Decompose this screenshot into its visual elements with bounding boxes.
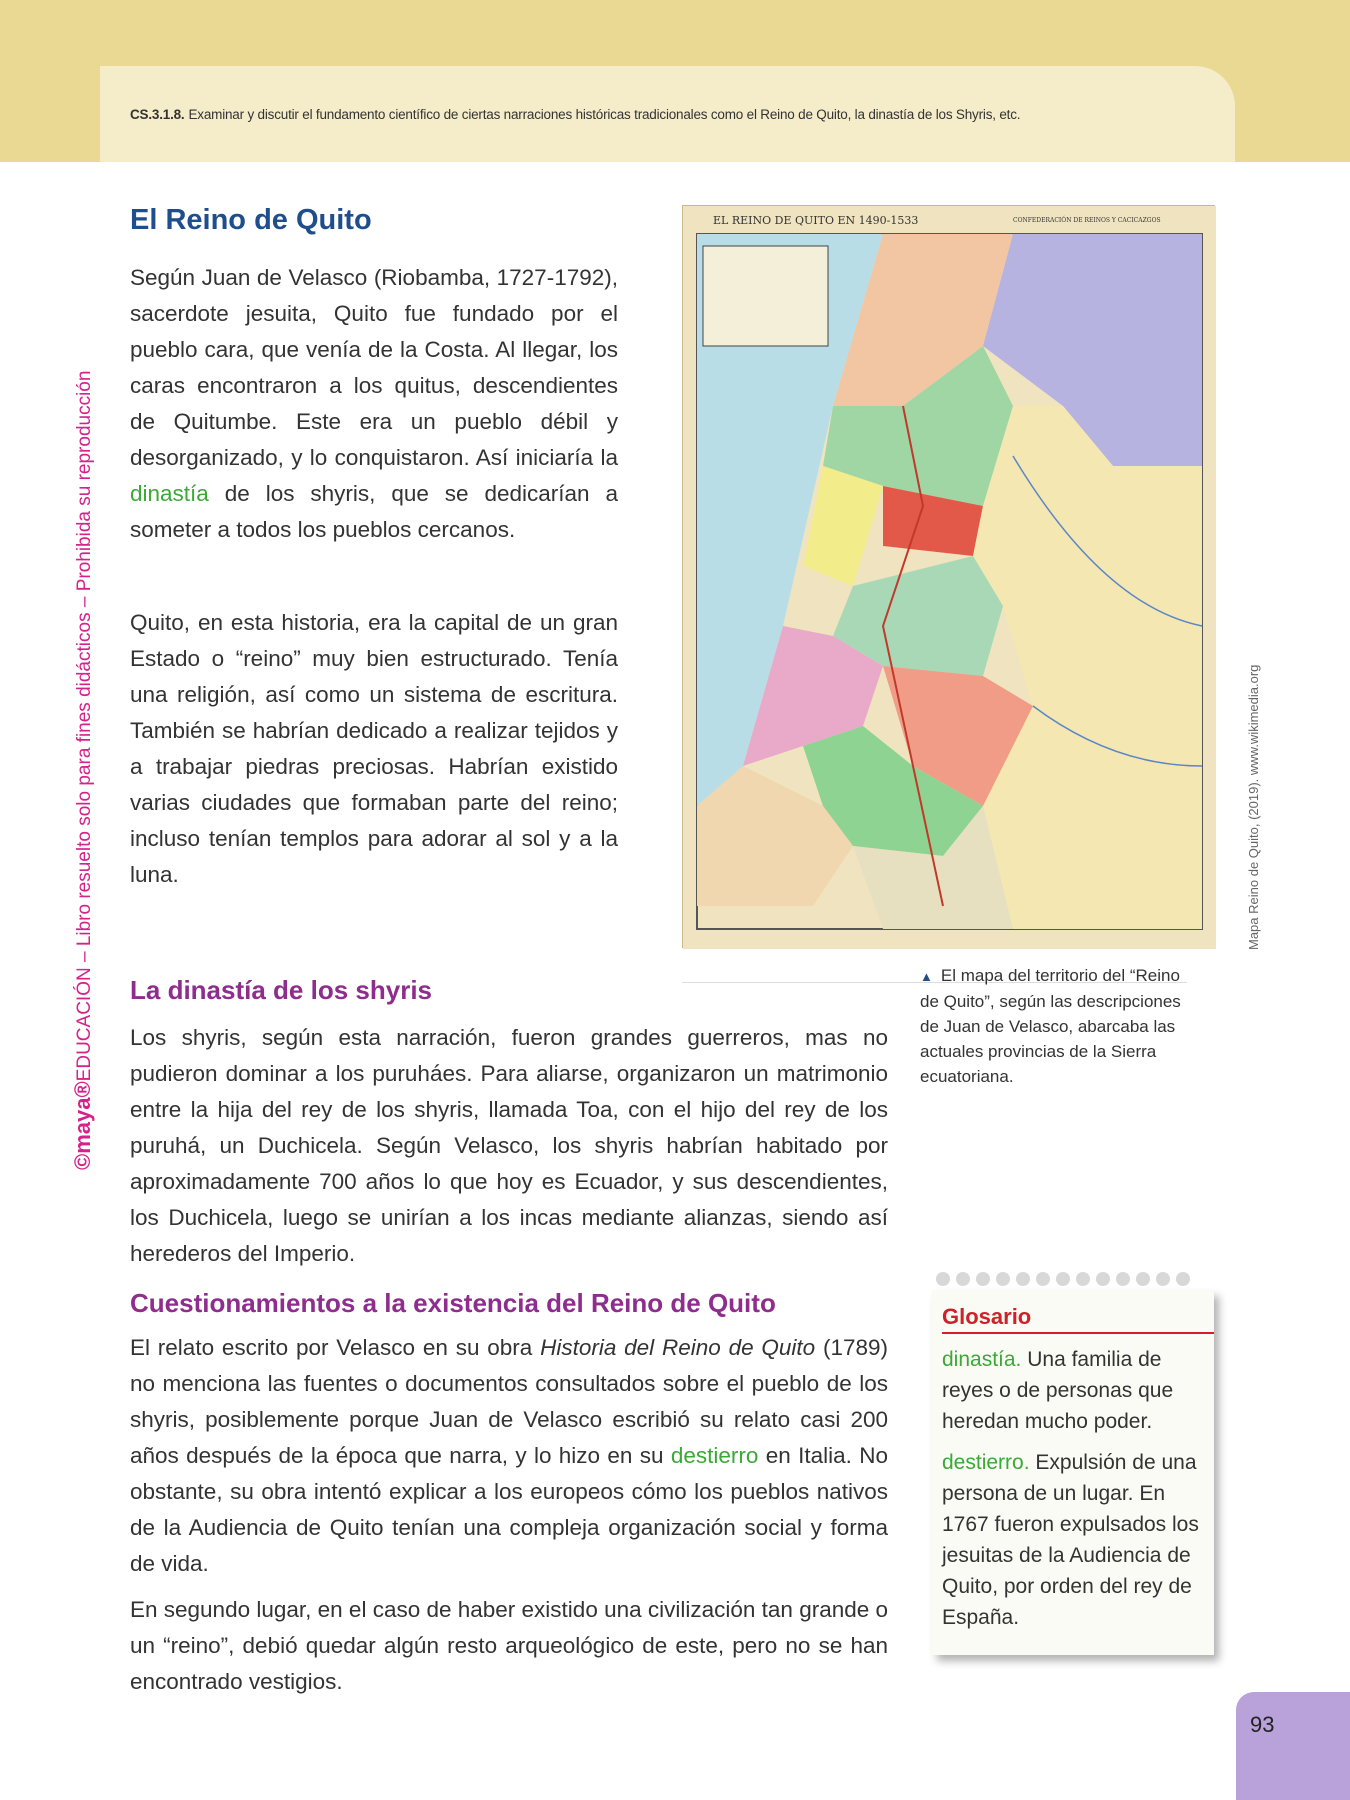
page-number: 93 — [1236, 1692, 1350, 1800]
text: (1789) no menciona las fuentes o documentos consultados sobre el pueblo de los shyris, posiblemente porque Juan de Velasco escribió su relato casi 200 años después de la época que narra, y lo hizo en su — [130, 1335, 889, 1468]
paragraph-intro — [130, 260, 618, 548]
glossary-term: dinastía. — [942, 1348, 1022, 1371]
paragraph-capital: Quito, en esta historia, era la capital de un gran Estado o “reino” muy bien estructurado. Tenía una religión, así como un sistema de escritura. También se habrían dedicado a realizar tejidos y a trabajar piedras preciosas. Habrían existido varias ciudades que formaban parte del reino; incluso tenían templos para adorar al sol y a la luna. — [130, 610, 618, 887]
historical-map — [682, 205, 1215, 948]
section-title-cuestionamientos: Cuestionamientos a la existencia del Reino de Quito — [130, 1288, 776, 1318]
section-title-dinastia: La dinastía de los shyris — [130, 975, 432, 1005]
caption-text: El mapa del territorio del “Reino de Quito”, según las descripciones de Juan de Velasco, abarcaba las actuales provincias de la Sierra ecuatoriana. — [920, 966, 1181, 1086]
glossary-entry — [942, 1447, 1204, 1633]
text: de los shyris, que se dedicarían a someter a todos los pueblos cercanos. — [130, 481, 618, 542]
skill-text: Examinar y discutir el fundamento científico de ciertas narraciones históricas tradicionales como el Reino de Quito, la dinastía de los Shyris, etc. — [188, 106, 1021, 122]
map-credit: Mapa Reino de Quito, (2019). www.wikimedia.org — [1246, 664, 1261, 950]
glossary-term: destierro. — [942, 1451, 1030, 1474]
map-caption — [920, 963, 1190, 1089]
notebook-rings — [932, 1272, 1217, 1286]
paragraph-velasco — [130, 1330, 888, 1582]
section-title-reino: El Reino de Quito — [130, 204, 372, 236]
paragraph-arqueologia: En segundo lugar, en el caso de haber existido una civilización tan grande o un “reino”, debió quedar algún resto arqueológico de este, pero no se han encontrado vestigios. — [130, 1597, 889, 1694]
publisher-logo: ©maya® — [70, 1081, 95, 1170]
skill-code: CS.3.1.8. — [130, 106, 185, 122]
book-title: Historia del Reino de Quito — [540, 1335, 816, 1360]
glossary-definition: Expulsión de una persona de un lugar. En 1767 fueron expulsados los jesuitas de la Audiencia de Quito, por orden del rey de España. — [942, 1451, 1199, 1629]
copyright-side-text — [70, 371, 96, 1170]
text: El relato escrito por Velasco en su obra — [130, 1335, 541, 1360]
glossary-title: Glosario — [942, 1304, 1214, 1334]
glossary-entry — [942, 1344, 1204, 1437]
glossary-term-dinastia: dinastía — [130, 481, 209, 506]
map-subtitle: CONFEDERACIÓN DE REINOS Y CACICAZGOS — [1013, 217, 1161, 224]
glossary-term-destierro: destierro — [670, 1443, 759, 1468]
glossary-box — [932, 1290, 1214, 1655]
text: Según Juan de Velasco (Riobamba, 1727-1792), sacerdote jesuita, Quito fue fundado por el pueblo cara, que venía de la Costa. Al llegar, los caras encontraron a los quitus, descendientes de Quitumbe. Este era un pueblo débil y desorganizado, y lo conquistaron. Así iniciaría la — [130, 265, 618, 470]
paragraph-shyris: Los shyris, según esta narración, fueron grandes guerreros, mas no pudieron dominar a los puruháes. Para aliarse, organizaron un matrimonio entre la hija del rey de los shyris, llamada Toa, con el hijo del rey de los puruhá, un Duchicela. Según Velasco, los shyris habrían habitado por aproximadamente 700 años lo que hoy es Ecuador, y sus descendientes, los Duchicela, luego se unirían a los incas mediante alianzas, siendo así herederos del Imperio. — [130, 1025, 888, 1266]
text: en Italia. No obstante, su obra intentó explicar a los europeos cómo los pueblos nativos de la Audiencia de Quito tenían una compleja organización social y forma de vida. — [130, 1443, 888, 1576]
skill-banner — [100, 66, 1235, 162]
glossary-definition: Una familia de reyes o de personas que heredan mucho poder. — [942, 1348, 1174, 1433]
triangle-up-icon: ▲ — [920, 969, 933, 984]
map-title: EL REINO DE QUITO EN 1490-1533 — [713, 214, 919, 227]
copyright-text: EDUCACIÓN – Libro resuelto solo para fines didácticos – Prohibida su reproducción — [74, 370, 95, 1082]
